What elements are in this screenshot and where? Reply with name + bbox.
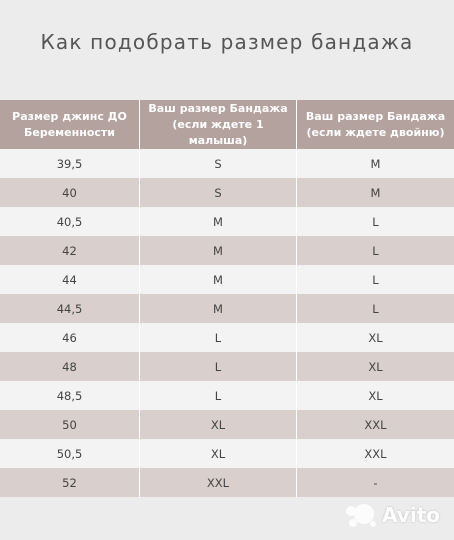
header-jeans-size: Размер джинс ДО Беременности <box>0 100 140 149</box>
jeans-size-cell: 39,5 <box>0 149 140 178</box>
twins-size-cell: L <box>372 301 379 316</box>
jeans-size-cell: 40 <box>0 178 140 207</box>
table-row <box>0 439 454 468</box>
table-row <box>0 468 454 497</box>
page-title: Как подобрать размер бандажа <box>40 30 414 54</box>
jeans-size-cell: 50 <box>0 410 140 439</box>
size-table <box>0 100 454 497</box>
table-row <box>0 178 454 207</box>
table-row <box>0 207 454 236</box>
watermark-text: Avito <box>382 503 440 527</box>
twins-size-cell: - <box>373 475 378 490</box>
single-size-cell: M <box>140 236 297 265</box>
jeans-size-cell: 48 <box>0 352 140 381</box>
jeans-size-cell: 46 <box>0 323 140 352</box>
jeans-size-cell: 50,5 <box>0 439 140 468</box>
single-size-cell: S <box>140 149 297 178</box>
avito-logo-icon <box>344 502 378 528</box>
header-twins-size: Ваш размер Бандажа (если ждете двойню) <box>305 109 446 139</box>
single-size-cell: L <box>140 323 297 352</box>
table-row <box>0 381 454 410</box>
jeans-size-cell: 52 <box>0 468 140 497</box>
table-row <box>0 323 454 352</box>
twins-size-cell: L <box>372 243 379 258</box>
avito-watermark <box>344 502 440 528</box>
table-body <box>0 149 454 497</box>
table-row <box>0 410 454 439</box>
single-size-cell: XL <box>140 410 297 439</box>
twins-size-cell: XXL <box>364 446 387 461</box>
table-header-row <box>0 100 454 149</box>
single-size-cell: L <box>140 352 297 381</box>
table-row <box>0 352 454 381</box>
single-size-cell: M <box>140 265 297 294</box>
twins-size-cell: M <box>370 185 381 200</box>
single-size-cell: S <box>140 178 297 207</box>
jeans-size-cell: 44,5 <box>0 294 140 323</box>
table-row <box>0 265 454 294</box>
jeans-size-cell: 42 <box>0 236 140 265</box>
twins-size-cell: XL <box>368 359 383 374</box>
twins-size-cell: XL <box>368 388 383 403</box>
twins-size-cell: L <box>372 214 379 229</box>
table-row <box>0 236 454 265</box>
twins-size-cell: XL <box>368 330 383 345</box>
single-size-cell: L <box>140 381 297 410</box>
jeans-size-cell: 44 <box>0 265 140 294</box>
twins-size-cell: XXL <box>364 417 387 432</box>
single-size-cell: XL <box>140 439 297 468</box>
jeans-size-cell: 48,5 <box>0 381 140 410</box>
single-size-cell: M <box>140 207 297 236</box>
single-size-cell: XXL <box>140 468 297 497</box>
twins-size-cell: M <box>370 156 381 171</box>
header-single-size: Ваш размер Бандажа (если ждете 1 малыша) <box>140 100 297 149</box>
single-size-cell: M <box>140 294 297 323</box>
table-row <box>0 294 454 323</box>
jeans-size-cell: 40,5 <box>0 207 140 236</box>
table-row <box>0 149 454 178</box>
twins-size-cell: L <box>372 272 379 287</box>
